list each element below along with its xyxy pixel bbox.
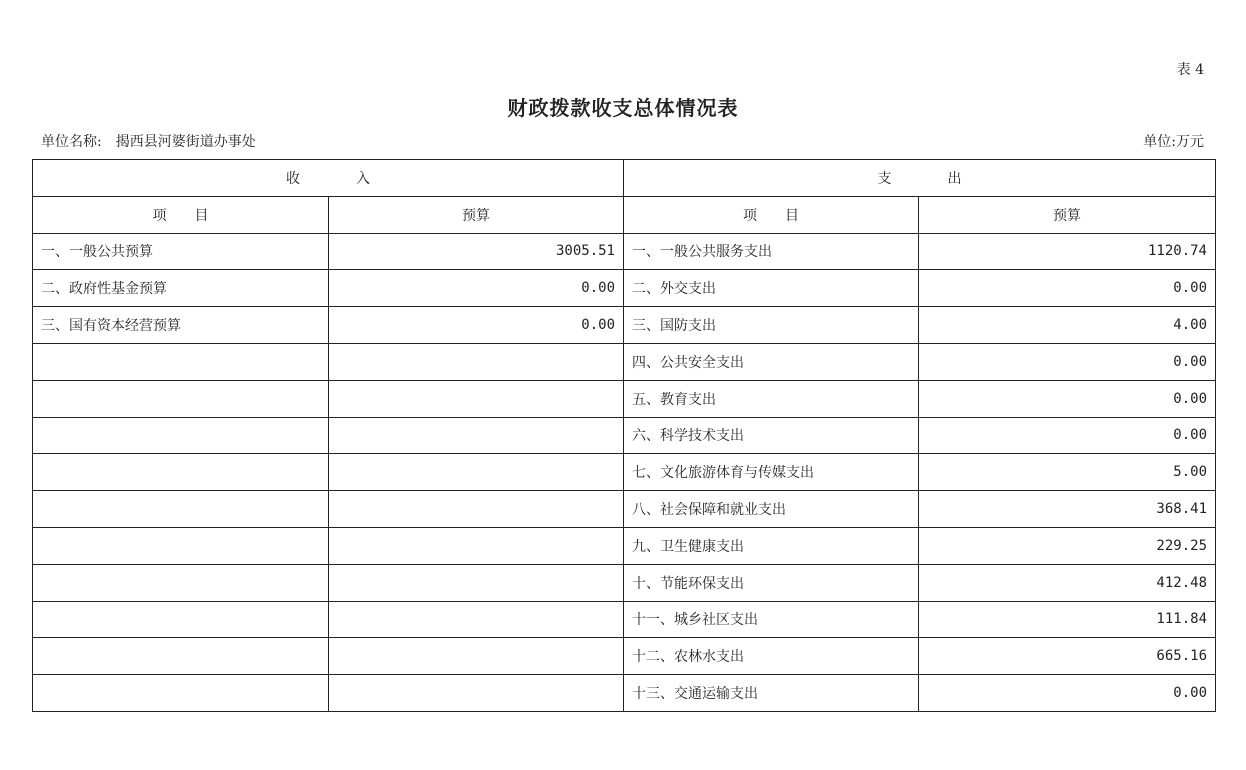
table-row xyxy=(33,270,1216,307)
expense-value: 5.00 xyxy=(919,454,1216,491)
income-item xyxy=(33,454,329,491)
expense-value: 0.00 xyxy=(919,343,1216,380)
expense-value: 665.16 xyxy=(919,638,1216,675)
expense-item: 六、科学技术支出 xyxy=(624,417,919,454)
expense-item: 十二、农林水支出 xyxy=(624,638,919,675)
income-item-header: 项 目 xyxy=(33,196,329,233)
income-item xyxy=(33,527,329,564)
income-item xyxy=(33,564,329,601)
expense-value: 0.00 xyxy=(919,675,1216,712)
expense-value: 0.00 xyxy=(919,270,1216,307)
table-number: 表 4 xyxy=(1176,62,1204,78)
income-item xyxy=(33,638,329,675)
income-item xyxy=(33,380,329,417)
income-item xyxy=(33,343,329,380)
unit-name-value: 揭西县河婆街道办事处 xyxy=(115,134,256,150)
expense-item: 四、公共安全支出 xyxy=(624,343,919,380)
income-item xyxy=(33,491,329,528)
budget-rows xyxy=(33,233,1216,711)
income-value xyxy=(329,638,624,675)
expense-item: 五、教育支出 xyxy=(624,380,919,417)
income-item: 三、国有资本经营预算 xyxy=(33,307,329,344)
table-row xyxy=(33,380,1216,417)
table-row xyxy=(33,233,1216,270)
expense-header-char-2: 出 xyxy=(947,170,962,187)
expense-value: 0.00 xyxy=(919,380,1216,417)
income-item xyxy=(33,601,329,638)
table-row xyxy=(33,307,1216,344)
income-value: 3005.51 xyxy=(329,233,624,270)
income-value xyxy=(329,527,624,564)
expense-budget-header: 预算 xyxy=(919,196,1216,233)
income-value xyxy=(329,454,624,491)
income-value xyxy=(329,343,624,380)
expense-item: 三、国防支出 xyxy=(624,307,919,344)
column-header-row xyxy=(33,196,1216,233)
table-row xyxy=(33,417,1216,454)
income-value xyxy=(329,564,624,601)
expense-item: 二、外交支出 xyxy=(624,270,919,307)
expense-item-header: 项 目 xyxy=(624,196,919,233)
expense-value: 4.00 xyxy=(919,307,1216,344)
income-item: 一、一般公共预算 xyxy=(33,233,329,270)
expense-value: 1120.74 xyxy=(919,233,1216,270)
expense-value: 111.84 xyxy=(919,601,1216,638)
expense-item: 十三、交通运输支出 xyxy=(624,675,919,712)
expense-item: 九、卫生健康支出 xyxy=(624,527,919,564)
income-header-char-1: 收 xyxy=(286,170,300,187)
income-item: 二、政府性基金预算 xyxy=(33,270,329,307)
table-row xyxy=(33,601,1216,638)
expense-header-char-1: 支 xyxy=(877,170,892,187)
table-row xyxy=(33,638,1216,675)
table-row xyxy=(33,343,1216,380)
unit-label: 单位:万元 xyxy=(1143,134,1204,150)
expense-value: 229.25 xyxy=(919,527,1216,564)
income-value xyxy=(329,601,624,638)
income-value xyxy=(329,491,624,528)
income-item xyxy=(33,675,329,712)
section-header-row xyxy=(33,160,1216,197)
table-row xyxy=(33,675,1216,712)
expense-item: 七、文化旅游体育与传媒支出 xyxy=(624,454,919,491)
income-budget-header: 预算 xyxy=(329,196,624,233)
income-value xyxy=(329,380,624,417)
income-value: 0.00 xyxy=(329,270,624,307)
table-row xyxy=(33,564,1216,601)
income-value xyxy=(329,675,624,712)
expense-value: 368.41 xyxy=(919,491,1216,528)
income-value xyxy=(329,417,624,454)
unit-name-label: 单位名称: xyxy=(41,134,102,150)
table-row xyxy=(33,454,1216,491)
unit-name-block xyxy=(41,131,256,151)
meta-row xyxy=(41,131,1204,151)
expense-value: 412.48 xyxy=(919,564,1216,601)
budget-table xyxy=(32,159,1216,712)
expense-item: 一、一般公共服务支出 xyxy=(624,233,919,270)
table-row xyxy=(33,491,1216,528)
income-item xyxy=(33,417,329,454)
income-value: 0.00 xyxy=(329,307,624,344)
expense-item: 八、社会保障和就业支出 xyxy=(624,491,919,528)
expense-section-header xyxy=(624,160,1216,197)
expense-item: 十、节能环保支出 xyxy=(624,564,919,601)
expense-item: 十一、城乡社区支出 xyxy=(624,601,919,638)
income-section-header xyxy=(33,160,624,197)
page-title: 财政拨款收支总体情况表 xyxy=(507,96,739,120)
expense-value: 0.00 xyxy=(919,417,1216,454)
table-row xyxy=(33,527,1216,564)
income-header-char-2: 入 xyxy=(356,170,370,187)
